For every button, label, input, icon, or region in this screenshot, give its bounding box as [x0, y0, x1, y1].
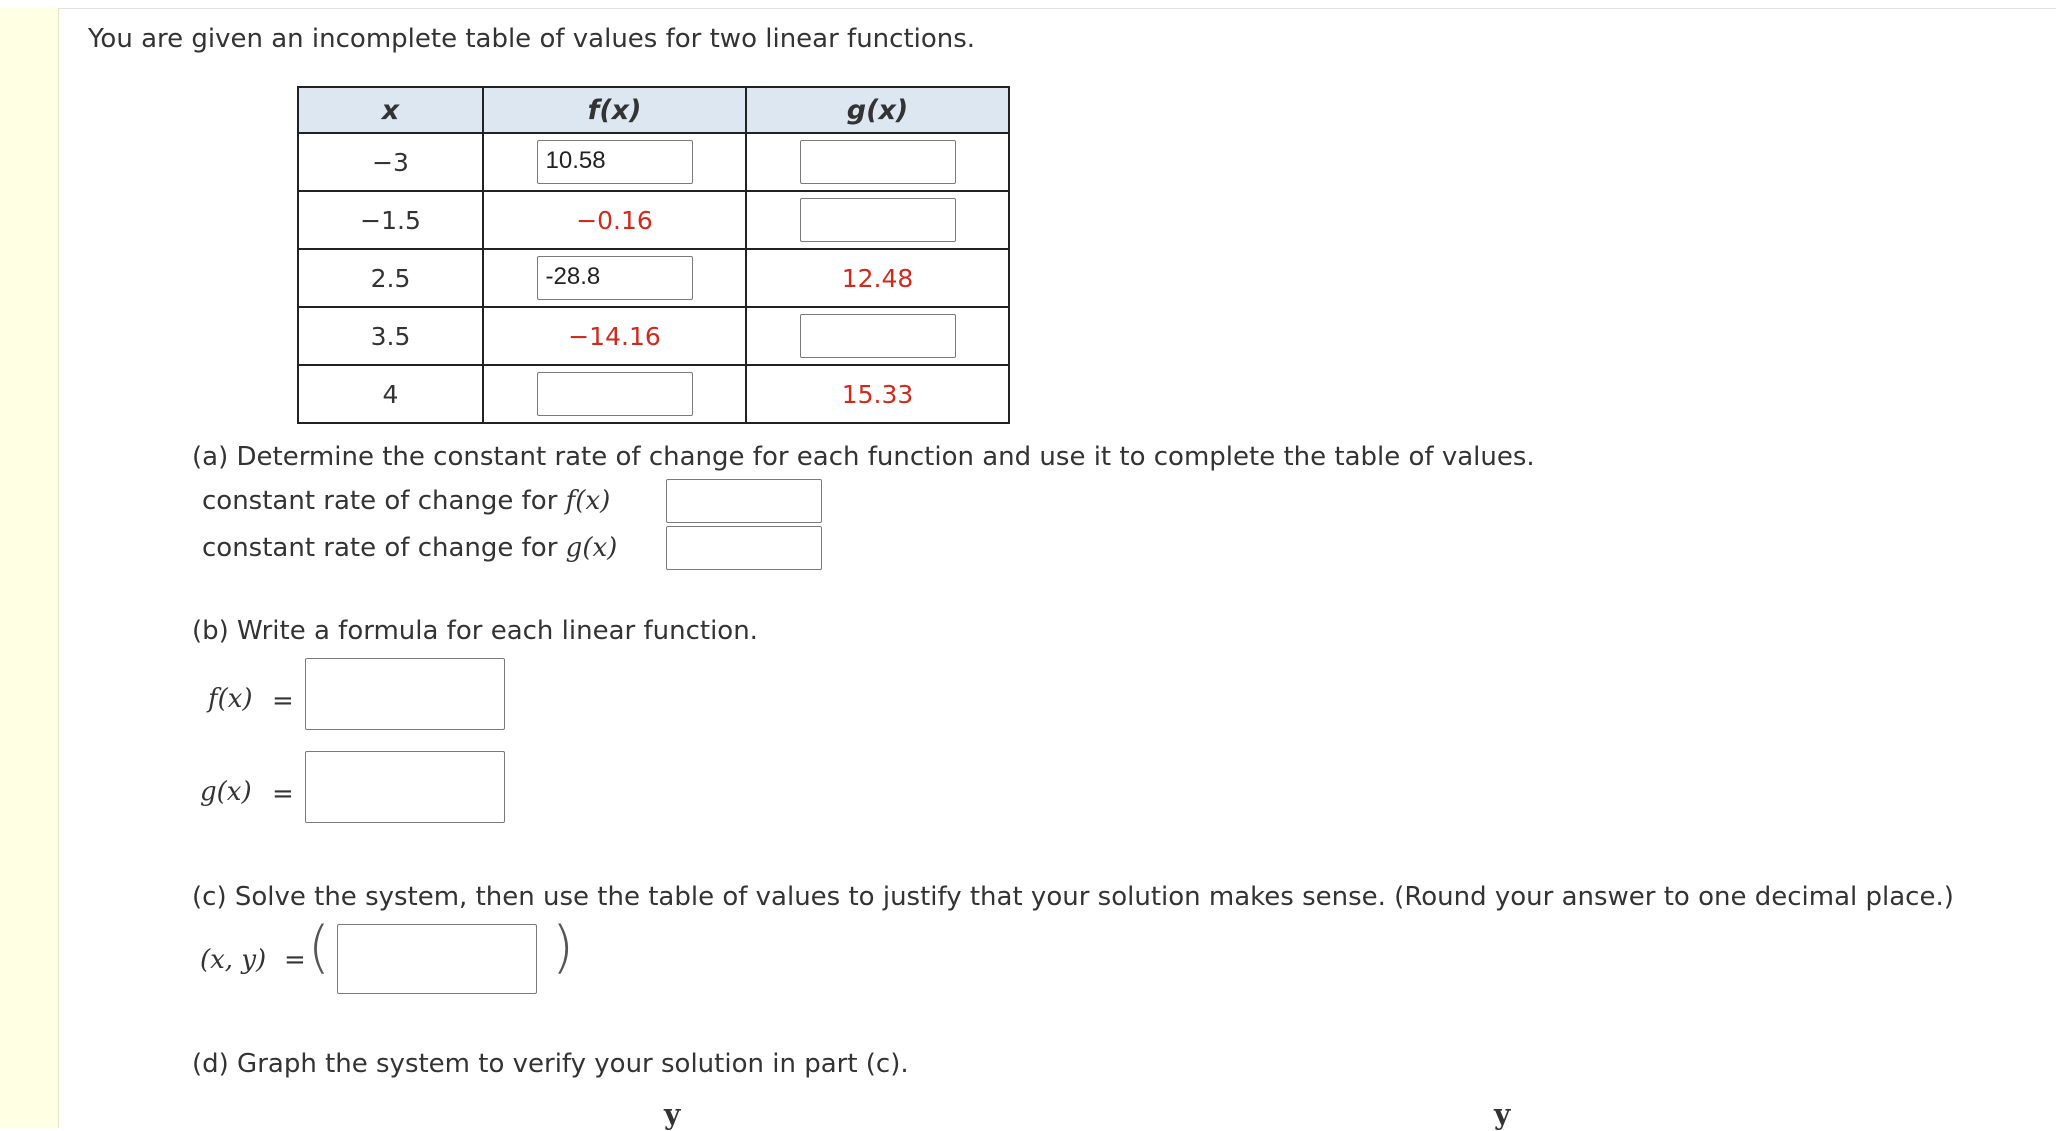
x-value: 2.5	[298, 249, 483, 307]
solution-open-paren: (	[308, 915, 330, 980]
graph-right-y-axis-label: y	[1494, 1098, 1511, 1131]
x-value: −3	[298, 133, 483, 191]
table-row	[298, 307, 1009, 365]
g-cell	[746, 191, 1009, 249]
solution-label: (x, y)	[200, 945, 267, 975]
f-input[interactable]: -28.8	[537, 256, 693, 300]
part-d-prompt: (d) Graph the system to verify your solution in part (c).	[192, 1049, 909, 1079]
part-c-prompt: (c) Solve the system, then use the table of values to justify that your solution makes sense. (Round your answer to one decimal place.)	[192, 882, 1954, 912]
rate-f-label-text: constant rate of change for	[202, 486, 566, 516]
g-cell	[746, 133, 1009, 191]
part-a-prompt: (a) Determine the constant rate of change for each function and use it to complete the table of values.	[192, 442, 1535, 472]
part-b-prompt: (b) Write a formula for each linear function.	[192, 616, 758, 646]
x-value: −1.5	[298, 191, 483, 249]
f-input[interactable]: 10.58	[537, 140, 693, 184]
g-input[interactable]	[800, 140, 956, 184]
f-given-value: −0.16	[483, 191, 746, 249]
g-given-value: 15.33	[746, 365, 1009, 423]
solution-input[interactable]	[337, 924, 537, 994]
formula-f-label: f(x)	[208, 684, 253, 714]
rate-g-label	[202, 533, 617, 563]
top-border	[0, 0, 2056, 9]
x-value: 3.5	[298, 307, 483, 365]
g-given-value: 12.48	[746, 249, 1009, 307]
g-input[interactable]	[800, 314, 956, 358]
values-table	[297, 86, 1010, 424]
solution-eq: =	[284, 945, 306, 975]
formula-g-label: g(x)	[200, 777, 252, 807]
table-row	[298, 133, 1009, 191]
f-cell	[483, 365, 746, 423]
rate-f-input[interactable]	[666, 479, 822, 523]
intro-text: You are given an incomplete table of values for two linear functions.	[88, 24, 976, 54]
g-input[interactable]	[800, 198, 956, 242]
header-fx: f(x)	[483, 87, 746, 133]
table-row	[298, 365, 1009, 423]
formula-g-eq: =	[272, 779, 294, 809]
solution-close-paren: )	[552, 915, 574, 980]
question-sidebar	[0, 8, 59, 1128]
rate-g-label-text: constant rate of change for	[202, 533, 566, 563]
rate-f-label	[202, 486, 610, 516]
f-input[interactable]	[537, 372, 693, 416]
rate-g-input[interactable]	[666, 526, 822, 570]
x-value: 4	[298, 365, 483, 423]
f-given-value: −14.16	[483, 307, 746, 365]
table-row	[298, 249, 1009, 307]
rate-f-label-fn: f(x)	[565, 486, 611, 516]
formula-f-input[interactable]	[305, 658, 505, 730]
rate-g-label-fn: g(x)	[565, 533, 618, 563]
header-x: x	[298, 87, 483, 133]
graph-left-y-axis-label: y	[664, 1098, 681, 1131]
f-cell	[483, 249, 746, 307]
formula-g-input[interactable]	[305, 751, 505, 823]
table-row	[298, 191, 1009, 249]
f-cell	[483, 133, 746, 191]
g-cell	[746, 307, 1009, 365]
header-gx: g(x)	[746, 87, 1009, 133]
formula-f-eq: =	[272, 686, 294, 716]
table-header-row	[298, 87, 1009, 133]
